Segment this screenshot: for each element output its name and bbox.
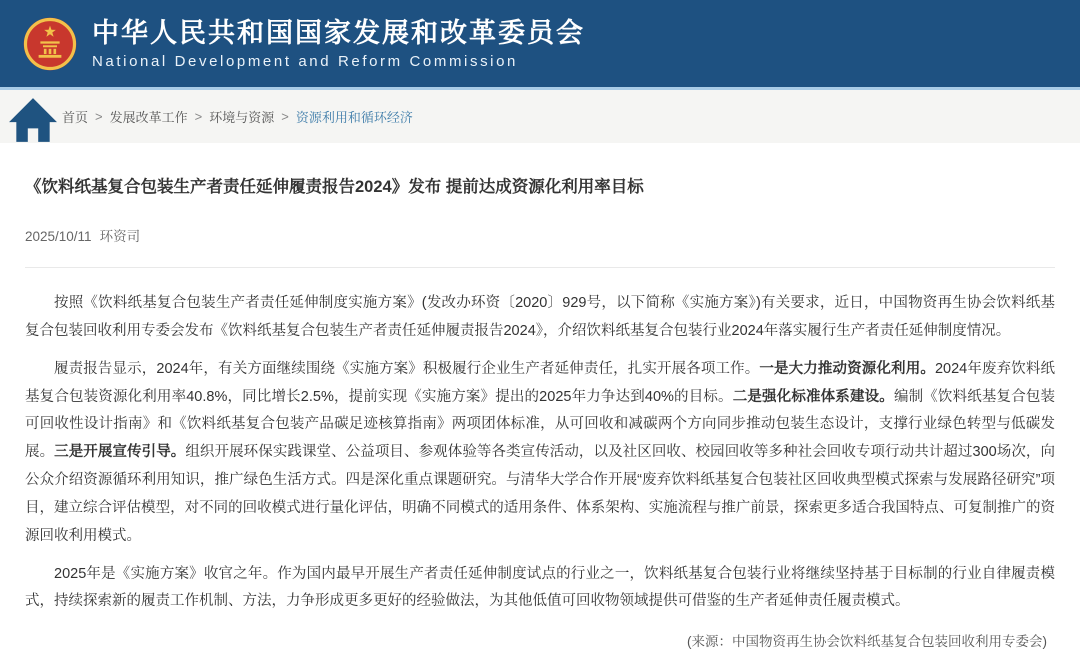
- breadcrumb-separator: >: [95, 109, 103, 124]
- divider-line: [25, 267, 1055, 268]
- breadcrumb-separator: >: [281, 109, 289, 124]
- home-icon[interactable]: [8, 95, 58, 145]
- breadcrumb-item-home[interactable]: 首页: [62, 110, 89, 125]
- site-title-cn: 中华人民共和国国家发展和改革委员会: [92, 18, 585, 49]
- breadcrumb-item-ziyuanliyong[interactable]: 资源利用和循环经济: [295, 110, 413, 125]
- site-header: [0, 0, 1080, 87]
- breadcrumb: [0, 90, 1080, 143]
- article-meta: [25, 225, 1055, 245]
- article-paragraph: 2025年是《实施方案》收官之年。作为国内最早开展生产者责任延伸制度试点的行业之一，饮料纸基复合包装行业将继续坚持基于目标制的行业自律履责模式，持续探索新的履责工作机制、方法，力争形成更多更好的经验做法，为其他低值可回收物领域提供可借鉴的生产者延伸责任履责模式。: [25, 565, 1055, 610]
- national-emblem-icon: [22, 16, 78, 72]
- breadcrumb-separator: >: [194, 109, 203, 124]
- source-attribution: (来源：中国物资再生协会饮料纸基复合包装回收利用专委会): [687, 634, 1047, 650]
- article-body: [25, 290, 1055, 616]
- site-title-en: National Development and Reform Commission: [92, 52, 519, 70]
- article-paragraph: 按照《饮料纸基复合包装生产者责任延伸制度实施方案》(发改办环资〔2020〕929号，以下简称《实施方案》)有关要求，近日，中国物资再生协会饮料纸基复合包装回收利用专委会发布《饮料纸基复合包装生产者责任延伸履责报告2024》，介绍饮料纸基复合包装行业2024年落实履行生产者责任延伸制度情况。: [25, 295, 1055, 339]
- breadcrumb-item-fazhangaige[interactable]: 发展改革工作: [109, 110, 188, 125]
- article-department: 环资司: [99, 229, 141, 245]
- article-title: 《饮料纸基复合包装生产者责任延伸履责报告2024》发布 提前达成资源化利用率目标: [25, 178, 644, 196]
- article-content: [0, 176, 1080, 666]
- article-date: 2025/10/11: [25, 229, 92, 245]
- breadcrumb-item-huanjing[interactable]: 环境与资源: [209, 110, 275, 125]
- article-paragraph: 履责报告显示，2024年，有关方面继续围绕《实施方案》积极履行企业生产者延伸责任，扎实开展各项工作。一是大力推动资源化利用。2024年废弃饮料纸基复合包装资源化利用率40.8%，同比增长2.5%，提前实现《实施方案》提出的2025年力争达到40%的目标。二是强化标准体系建设。编制《饮料纸基复合包装可回收性设计指南》和《饮料纸基复合包装产品碳足迹核算指南》两项团体标准，从可回收和减碳两个方向同步推动包装生态设计，支撑行业绿色转型与低碳发展。三是开展宣传引导。组织开展环保实践课堂、公益项目、参观体验等各类宣传活动，以及社区回收、校园回收等多种社会回收专项行动共计超过300场次，向公众介绍资源循环利用知识，推广绿色生活方式。四是深化重点课题研究。与清华大学合作开展“废弃饮料纸基复合包装社区回收典型模式探索与发展路径研究”项目，建立综合评估模型，对不同的回收模式进行量化评估，明确不同模式的适用条件、体系架构、实施流程与推广前景，探索更多适合我国特点、可复制推广的资源回收利用模式。: [25, 360, 1056, 544]
